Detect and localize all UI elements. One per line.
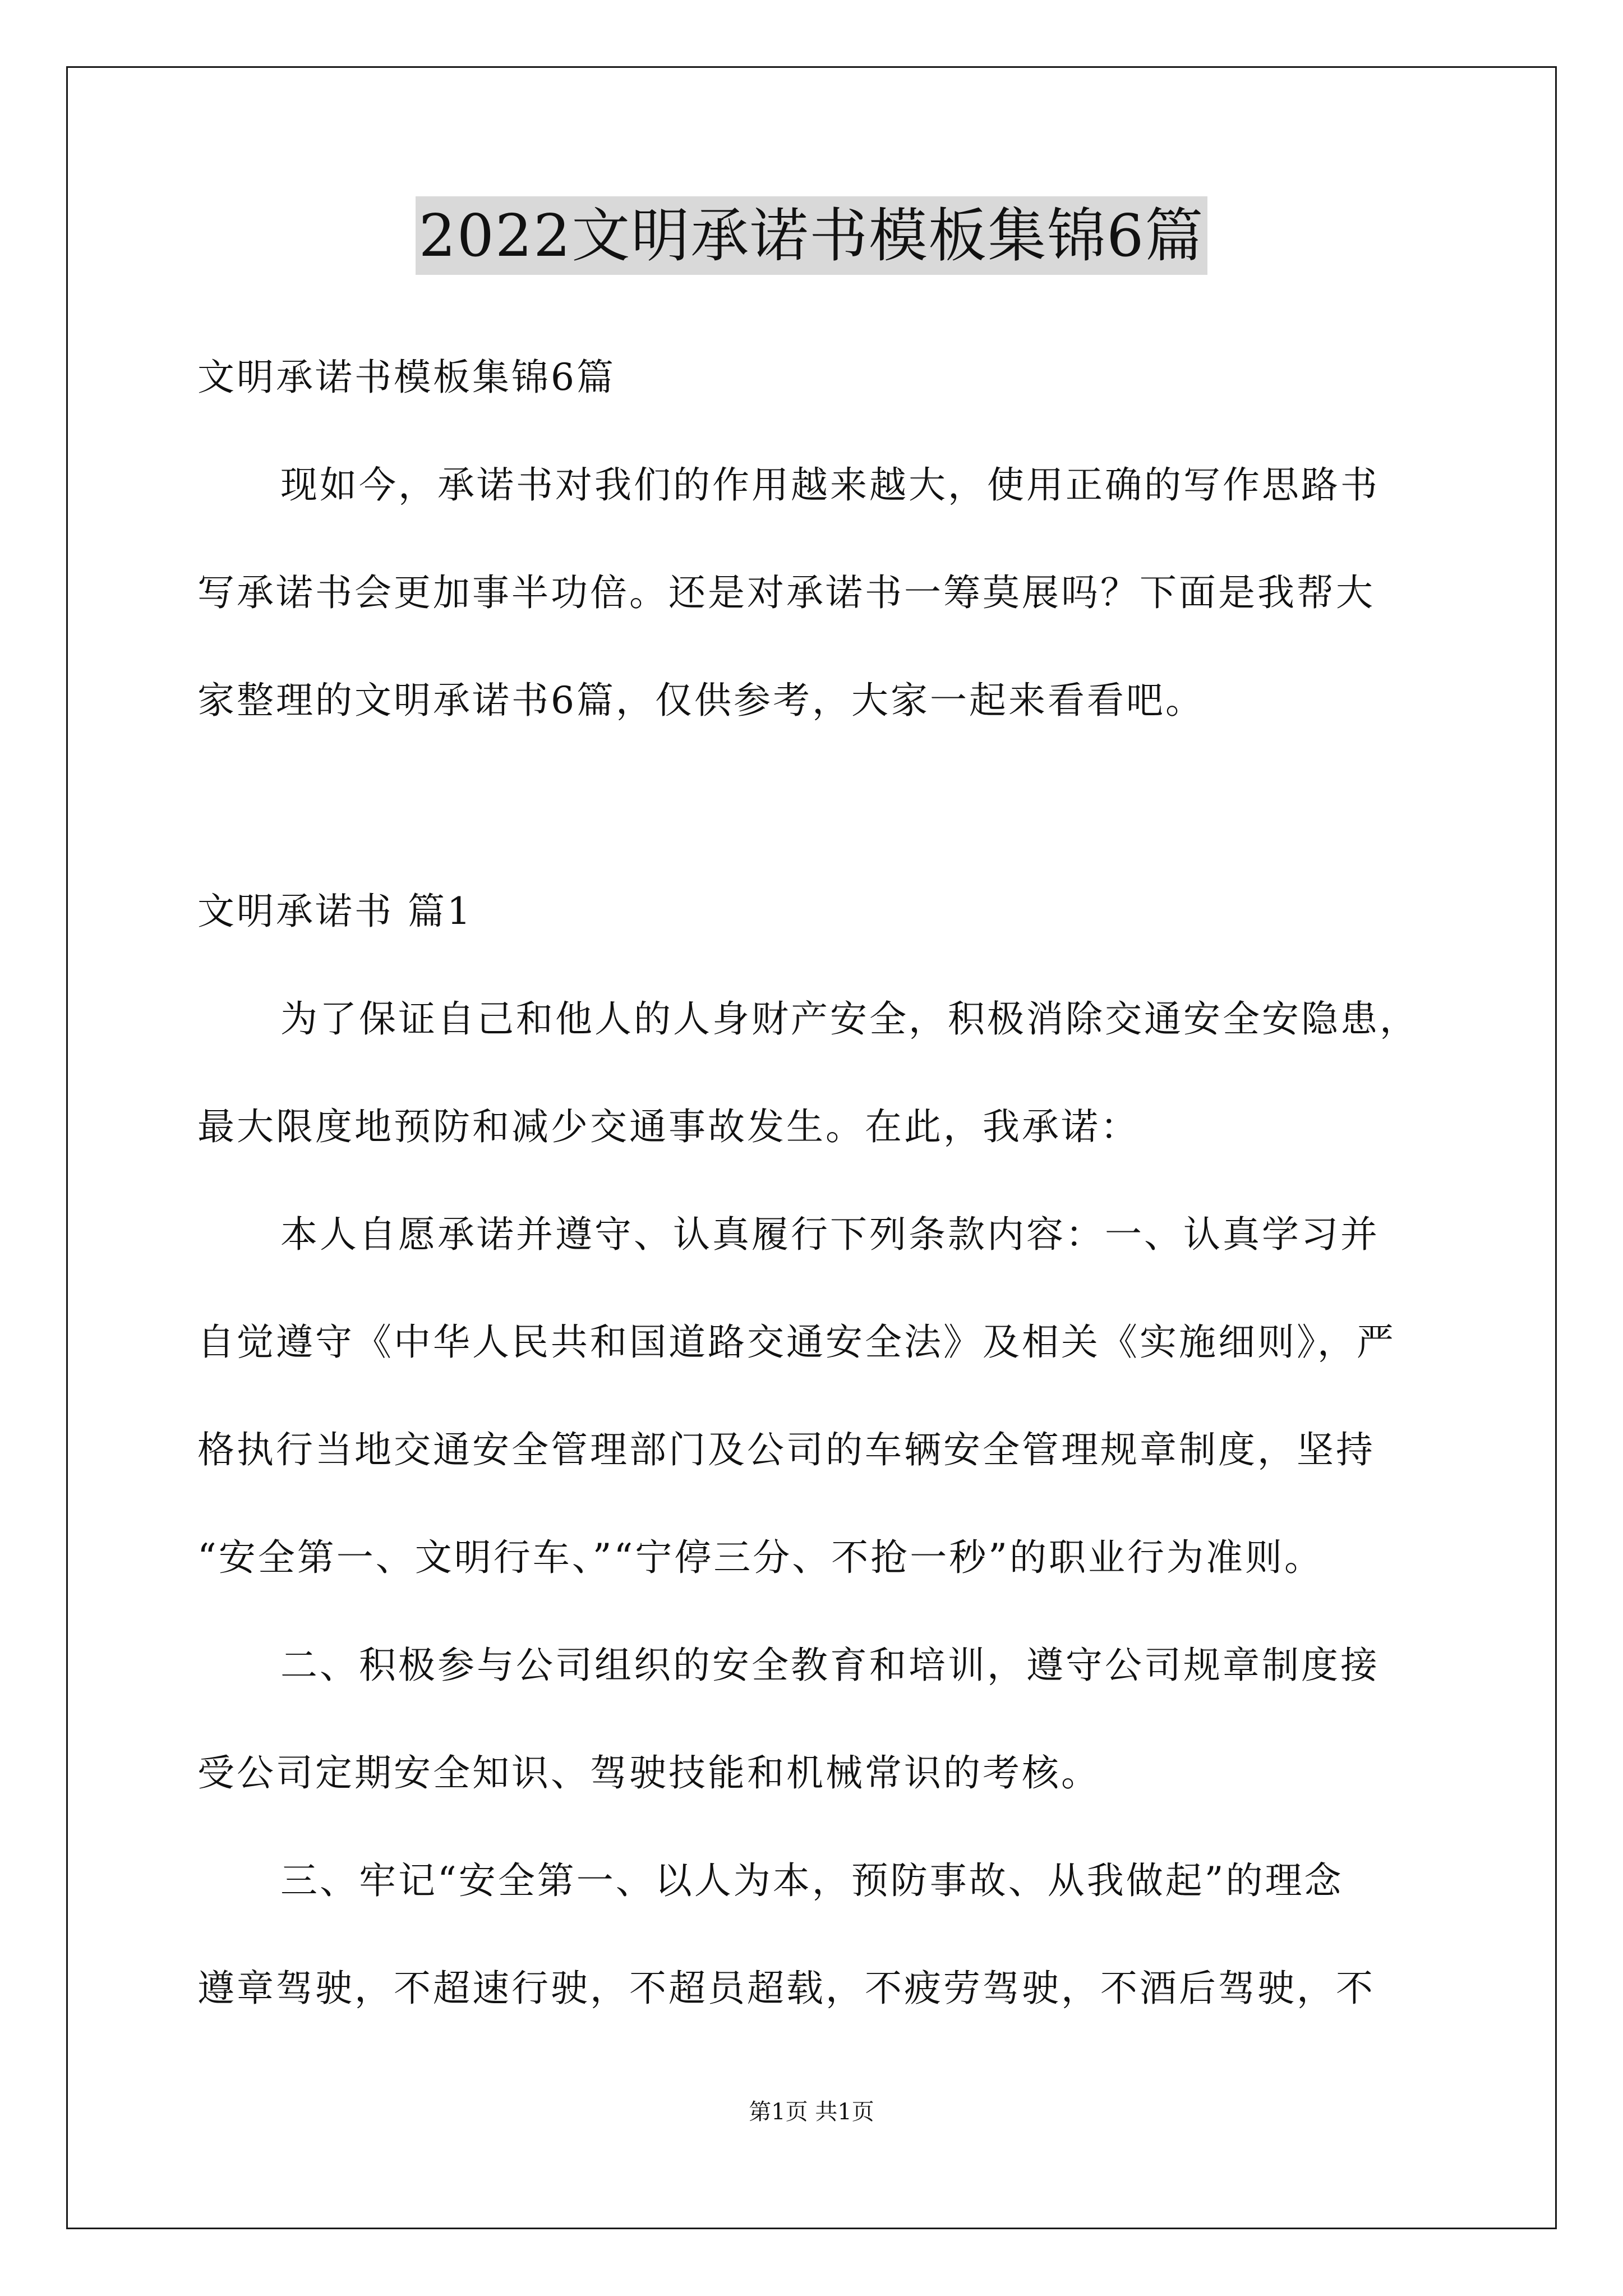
paragraph-line: 格执行当地交通安全管理部门及公司的车辆安全管理规章制度，坚持 <box>197 1428 1375 1471</box>
document-title: 2022文明承诺书模板集锦6篇 <box>416 196 1208 275</box>
subtitle-line: 文明承诺书模板集锦6篇 <box>197 356 616 399</box>
title-container <box>0 196 1623 275</box>
paragraph-line: 三、牢记“安全第一、以人为本，预防事故、从我做起”的理念 <box>280 1859 1344 1902</box>
paragraph-line: 最大限度地预防和减少交通事故发生。在此，我承诺： <box>197 1105 1140 1148</box>
paragraph-line: 本人自愿承诺并遵守、认真履行下列条款内容：一、认真学习并 <box>280 1213 1380 1256</box>
paragraph-line: 受公司定期安全知识、驾驶技能和机械常识的考核。 <box>197 1751 1100 1795</box>
paragraph-line: 自觉遵守《中华人民共和国道路交通安全法》及相关《实施细则》，严 <box>197 1320 1396 1364</box>
section-heading: 文明承诺书 篇1 <box>197 890 473 933</box>
page-footer: 第1页 共1页 <box>749 2099 874 2125</box>
paragraph-line: 家整理的文明承诺书6篇，仅供参考，大家一起来看看吧。 <box>197 679 1205 722</box>
paragraph-line: 二、积极参与公司组织的安全教育和培训，遵守公司规章制度接 <box>280 1644 1380 1687</box>
paragraph-line: 现如今，承诺书对我们的作用越来越大，使用正确的写作思路书 <box>280 463 1380 507</box>
paragraph-line: 为了保证自己和他人的人身财产安全，积极消除交通安全安隐患， <box>280 997 1419 1041</box>
paragraph-line: 遵章驾驶，不超速行驶，不超员超载，不疲劳驾驶，不酒后驾驶，不 <box>197 1967 1375 2010</box>
paragraph-line: “安全第一、文明行车、”“宁停三分、不抢一秒”的职业行为准则。 <box>197 1536 1324 1579</box>
paragraph-line: 写承诺书会更加事半功倍。还是对承诺书一筹莫展吗？下面是我帮大 <box>197 571 1375 614</box>
